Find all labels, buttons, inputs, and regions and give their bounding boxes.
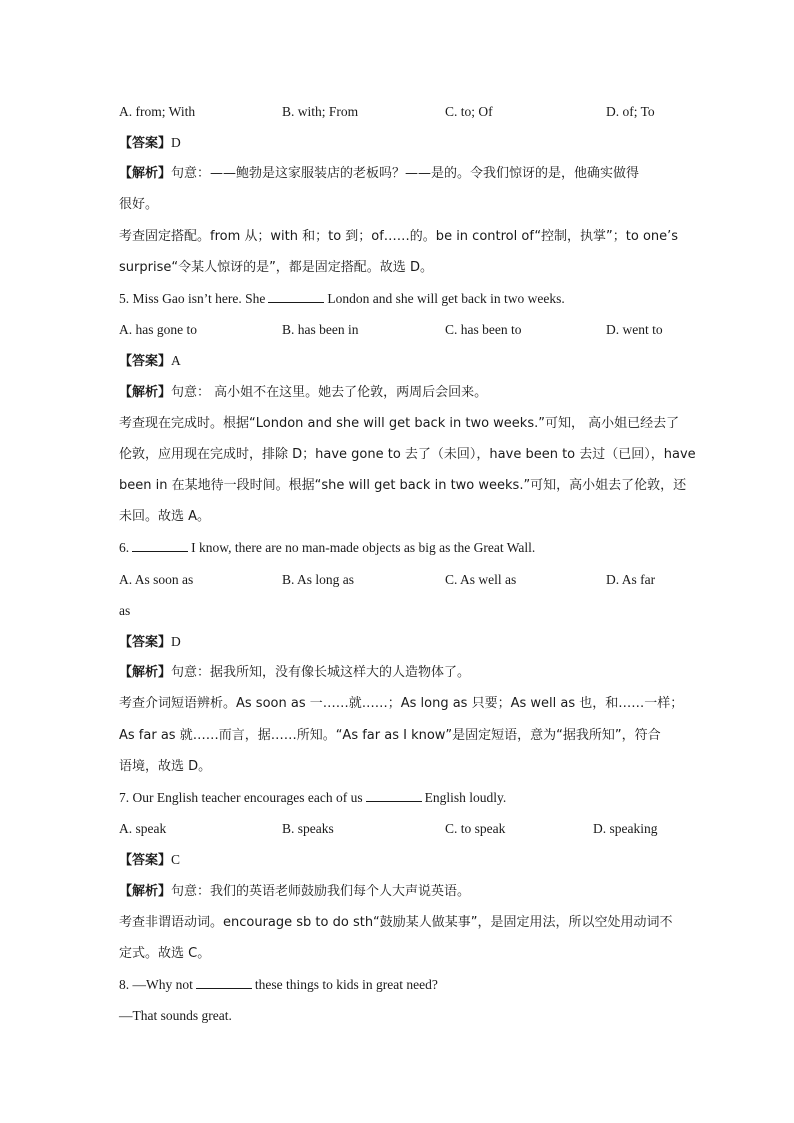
q4-option-c: C. to; Of <box>445 104 493 119</box>
q6-option-d-wrap: as <box>119 603 131 618</box>
q5-analysis-line-1: 【解析】句意： 高小姐不在这里。她去了伦敦，两周后会回来。 <box>119 385 488 400</box>
q7-blank <box>366 788 422 802</box>
q7-answer: 【答案】C <box>119 852 181 868</box>
q7-analysis-line-1: 【解析】句意：我们的英语老师鼓励我们每个人大声说英语。 <box>119 884 471 899</box>
q8-stem: 8. —Why not these things to kids in great need? <box>119 977 438 992</box>
q7-option-c: C. to speak <box>445 821 506 836</box>
q7-option-d: D. speaking <box>593 821 658 836</box>
q4-analysis-line-3: 考查固定搭配。from 从；with 和；to 到；of……的。be in control of“控制，执掌”；to one’s <box>119 229 679 244</box>
q7-stem: 7. Our English teacher encourages each of us English loudly. <box>119 790 507 805</box>
q8-blank <box>196 975 252 989</box>
q6-analysis-line-4: 语境，故选 D。 <box>119 759 212 774</box>
q6-stem: 6. I know, there are no man-made objects as big as the Great Wall. <box>119 540 536 555</box>
q6-analysis-line-1: 【解析】句意：据我所知，没有像长城这样大的人造物体了。 <box>119 665 471 680</box>
q6-analysis-line-2: 考查介词短语辨析。As soon as 一……就……；As long as 只要；As well as 也，和……一样； <box>119 696 684 711</box>
q4-option-a: A. from; With <box>119 104 196 119</box>
q6-option-a: A. As soon as <box>119 572 194 587</box>
q4-option-d: D. of; To <box>606 104 655 119</box>
q7-analysis-line-2: 考查非谓语动词。encourage sb to do sth“鼓励某人做某事”，是固定用法，所以空处用动词不 <box>119 915 673 930</box>
q5-option-b: B. has been in <box>282 322 359 337</box>
q4-analysis-line-4: surprise“令某人惊讶的是”，都是固定搭配。故选 D。 <box>119 260 433 275</box>
q6-answer: 【答案】D <box>119 634 181 650</box>
q5-blank <box>268 289 324 303</box>
q5-analysis-line-5: 未回。故选 A。 <box>119 509 211 524</box>
q5-option-d: D. went to <box>606 322 663 337</box>
q5-option-c: C. has been to <box>445 322 522 337</box>
q7-analysis-line-3: 定式。故选 C。 <box>119 946 211 961</box>
q6-option-c: C. As well as <box>445 572 517 587</box>
q4-analysis-line-1: 【解析】句意：——鲍勃是这家服装店的老板吗？——是的。令我们惊讶的是，他确实做得 <box>119 166 640 181</box>
q5-analysis-line-3: 伦敦，应用现在完成时，排除 D；have gone to 去了（未回），have been to 去过（已回），have <box>119 447 696 462</box>
q8-reply: —That sounds great. <box>119 1008 232 1023</box>
q6-option-b: B. As long as <box>282 572 355 587</box>
q5-option-a: A. has gone to <box>119 322 197 337</box>
q6-blank <box>132 538 188 552</box>
q7-option-b: B. speaks <box>282 821 334 836</box>
q6-analysis-line-3: As far as 就……而言，据……所知。“As far as I know”是固定短语，意为“据我所知”，符合 <box>119 728 661 743</box>
q6-option-d: D. As far <box>606 572 656 587</box>
q4-option-b: B. with; From <box>282 104 359 119</box>
q5-analysis-line-4: been in 在某地待一段时间。根据“she will get back in two weeks.”可知，高小姐去了伦敦，还 <box>119 478 687 493</box>
q7-option-a: A. speak <box>119 821 167 836</box>
q4-answer: 【答案】D <box>119 135 181 151</box>
q5-stem: 5. Miss Gao isn’t here. She London and she will get back in two weeks. <box>119 291 565 306</box>
q5-analysis-line-2: 考查现在完成时。根据“London and she will get back in two weeks.”可知， 高小姐已经去了 <box>119 416 680 431</box>
q5-answer: 【答案】A <box>119 353 181 369</box>
q4-analysis-line-2: 很好。 <box>119 197 159 212</box>
